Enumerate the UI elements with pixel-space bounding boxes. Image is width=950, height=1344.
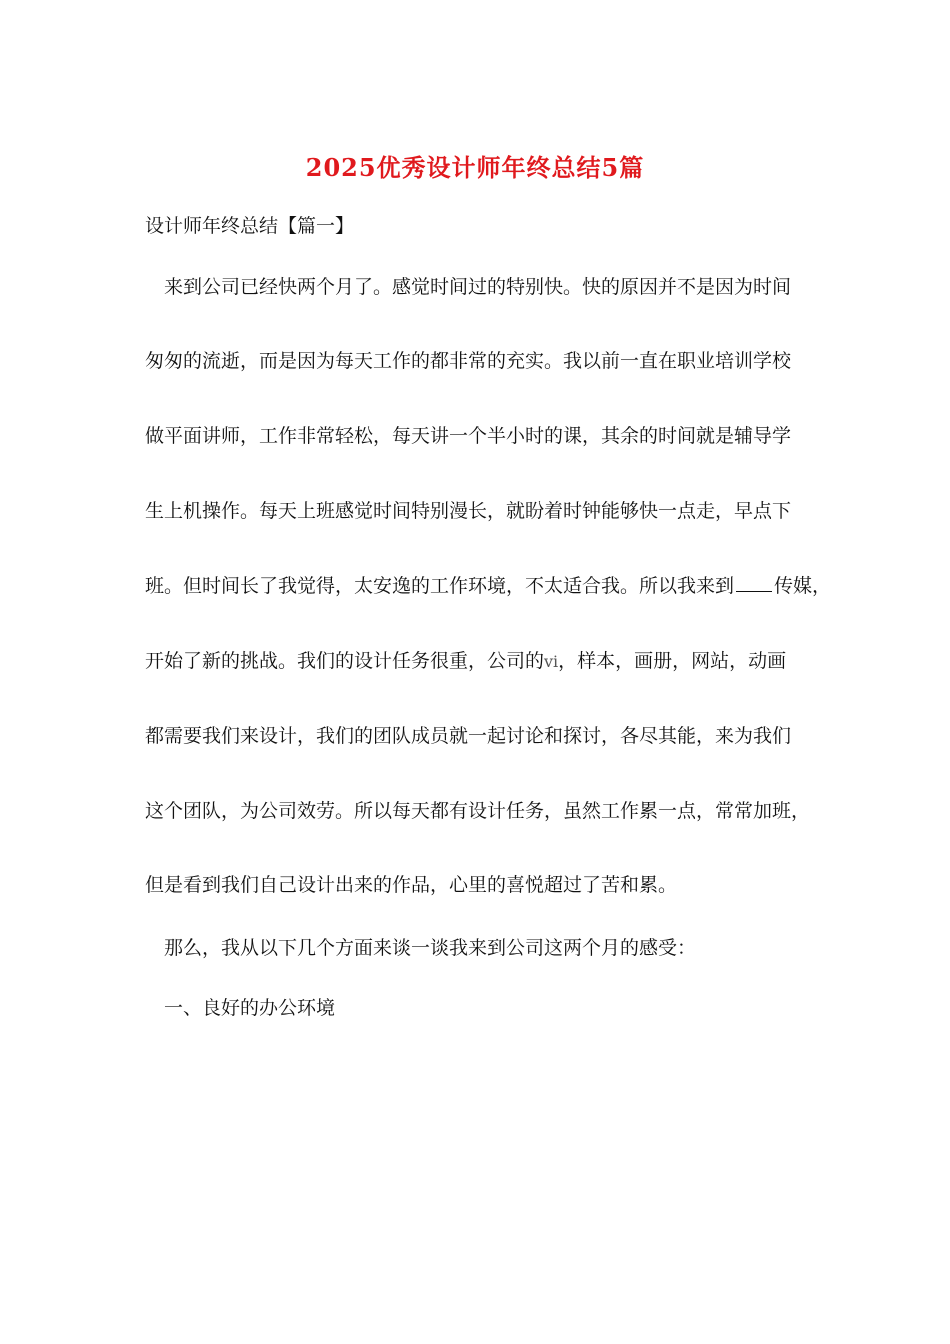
paragraph-line-6-text: 开始了新的挑战。我们的设计任务很重，公司的 <box>145 650 545 672</box>
section-heading: 设计师年终总结【篇一】 <box>145 215 355 237</box>
paragraph-line-1: 来到公司已经快两个月了。感觉时间过的特别快。快的原因并不是因为时间 <box>164 276 792 298</box>
fill-in-blank <box>736 573 772 592</box>
paragraph-line-6 <box>145 648 786 675</box>
paragraph-line-3: 做平面讲师，工作非常轻松，每天讲一个半小时的课，其余的时间就是辅导学 <box>145 425 792 447</box>
document-title: 2025优秀设计师年终总结5篇 <box>305 153 645 182</box>
subheading: 一、良好的办公环境 <box>164 997 336 1019</box>
intro-line: 那么，我从以下几个方面来谈一谈我来到公司这两个月的感受： <box>164 937 697 959</box>
paragraph-line-4: 生上机操作。每天上班感觉时间特别漫长，就盼着时钟能够快一点走，早点下 <box>145 500 792 522</box>
paragraph-line-9: 但是看到我们自己设计出来的作品，心里的喜悦超过了苦和累。 <box>145 874 678 896</box>
paragraph-line-5-tail: 传媒， <box>774 575 832 597</box>
paragraph-line-5-text: 班。但时间长了我觉得，太安逸的工作环境，不太适合我。所以我来到 <box>145 575 735 597</box>
paragraph-line-5 <box>145 573 831 599</box>
paragraph-line-8: 这个团队，为公司效劳。所以每天都有设计任务，虽然工作累一点，常常加班， <box>145 800 811 822</box>
paragraph-line-6-tail: ，样本，画册，网站，动画 <box>558 650 787 672</box>
paragraph-line-6-vi: vi <box>544 652 559 671</box>
paragraph-line-7: 都需要我们来设计，我们的团队成员就一起讨论和探讨，各尽其能，来为我们 <box>145 725 792 747</box>
paragraph-line-2: 匆匆的流逝，而是因为每天工作的都非常的充实。我以前一直在职业培训学校 <box>145 350 792 372</box>
